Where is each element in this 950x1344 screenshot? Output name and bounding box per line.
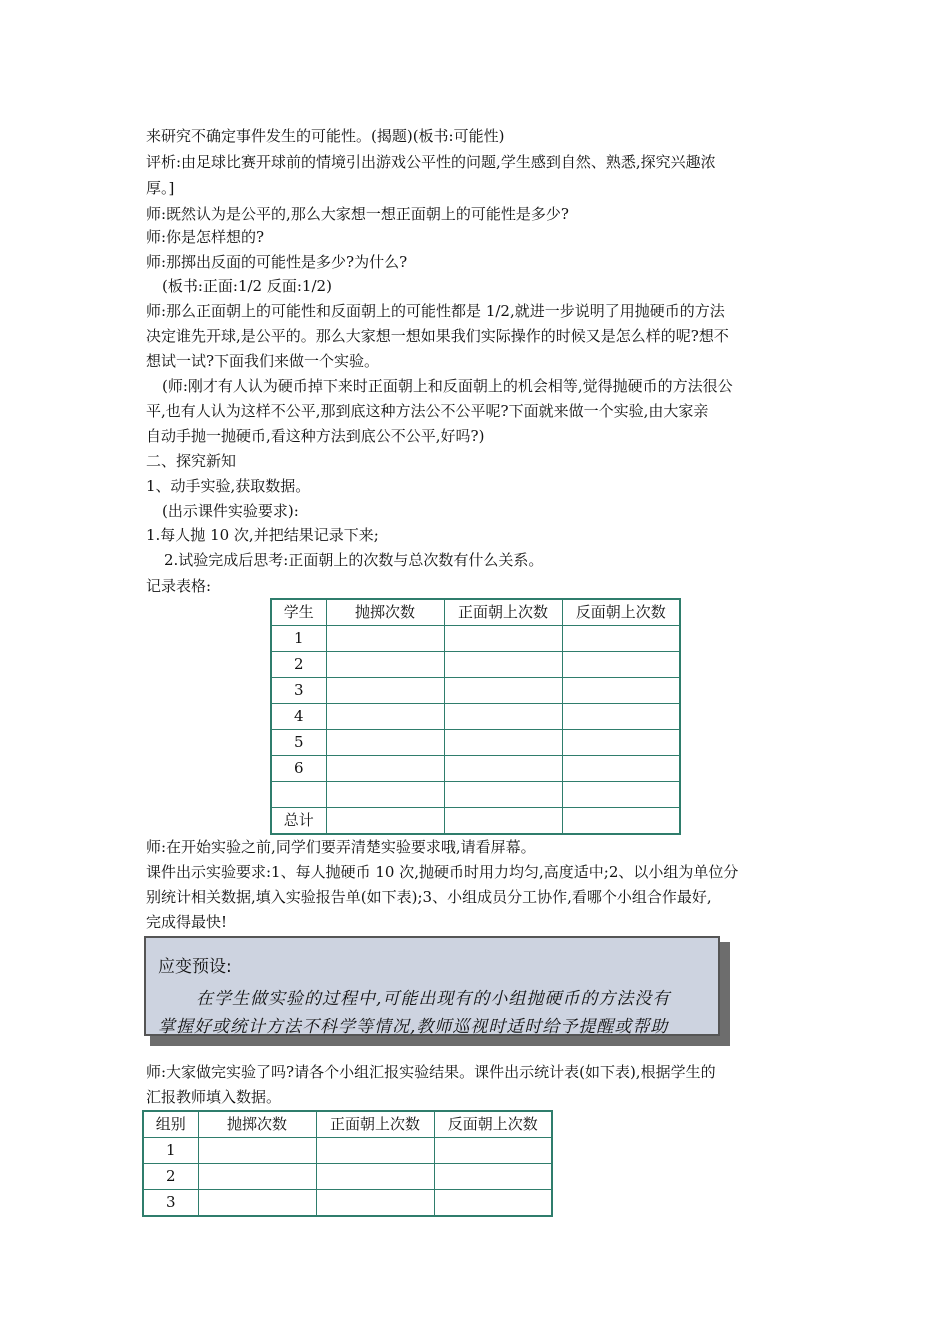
paragraph-line: 自动手抛一抛硬币,看这种方法到底公不公平,好吗?) [146,427,485,445]
table-cell [434,1138,552,1164]
table-row [271,678,680,704]
section-heading: 二、探究新知 [146,452,237,470]
table-cell [198,1164,316,1190]
paragraph-line: 1.每人抛 10 次,并把结果记录下来; [146,526,379,544]
table-cell [562,808,680,835]
table-cell [444,808,562,835]
paragraph-line: 记录表格: [146,577,212,595]
table-cell [444,756,562,782]
table-cell [562,756,680,782]
paragraph-line: (师:刚才有人认为硬币掉下来时正面朝上和反面朝上的机会相等,觉得抛硬币的方法很公 [162,377,733,395]
table-cell [326,782,444,808]
table-cell [562,626,680,652]
table-cell [271,782,326,808]
table-row [271,626,680,652]
table-header-cell: 抛掷次数 [198,1111,316,1138]
paragraph-line: 别统计相关数据,填入实验报告单(如下表);3、小组成员分工协作,看哪个小组合作最好, [146,888,712,906]
table-header-cell: 正面朝上次数 [444,599,562,626]
table-cell: 2 [143,1164,198,1190]
table-header-row [143,1111,552,1138]
table-cell: 1 [143,1138,198,1164]
table-cell [444,678,562,704]
table-cell [316,1164,434,1190]
table-row [271,756,680,782]
paragraph-line: (出示课件实验要求): [162,502,299,520]
table-total-row [271,808,680,835]
group-statistics-table [142,1110,553,1217]
paragraph-line: (板书:正面:1/2 反面:1/2) [162,277,332,295]
table-cell: 4 [271,704,326,730]
paragraph-line: 决定谁先开球,是公平的。那么大家想一想如果我们实际操作的时候又是怎么样的呢?想不 [146,327,729,345]
table-cell [198,1138,316,1164]
table-header-cell: 组别 [143,1111,198,1138]
table-cell: 6 [271,756,326,782]
paragraph-line: 汇报教师填入数据。 [146,1088,282,1106]
table-header-cell: 抛掷次数 [326,599,444,626]
table-cell [562,730,680,756]
table-row [271,730,680,756]
table-cell [434,1190,552,1217]
table-cell [326,678,444,704]
paragraph-line: 1、动手实验,获取数据。 [146,477,311,495]
table-header-cell: 反面朝上次数 [434,1111,552,1138]
paragraph-line: 2.试验完成后思考:正面朝上的次数与总次数有什么关系。 [164,551,544,569]
table-header-cell: 学生 [271,599,326,626]
table-cell [444,730,562,756]
record-table [270,598,681,835]
table-row [271,704,680,730]
table-header-row [271,599,680,626]
table-cell [326,704,444,730]
paragraph-line: 完成得最快! [146,913,228,931]
paragraph-line: 师:既然认为是公平的,那么大家想一想正面朝上的可能性是多少? [146,205,569,223]
table-cell: 总计 [271,808,326,835]
paragraph-line: 师:你是怎样想的? [146,228,265,246]
callout-line: 掌握好或统计方法不科学等情况,教师巡视时适时给予提醒或帮助 [158,1017,669,1037]
table-cell [444,626,562,652]
table-cell: 3 [143,1190,198,1217]
table-cell [326,730,444,756]
table-cell [326,808,444,835]
table-row [143,1190,552,1217]
table-cell [326,652,444,678]
paragraph-line: 师:在开始实验之前,同学们要弄清楚实验要求哦,请看屏幕。 [146,838,536,856]
table-row [143,1164,552,1190]
paragraph-line: 厚。] [146,179,175,197]
table-row [143,1138,552,1164]
table-cell [316,1138,434,1164]
paragraph-line: 课件出示实验要求:1、每人抛硬币 10 次,抛硬币时用力均匀,高度适中;2、以小组为单位分 [146,863,739,881]
table-cell [198,1190,316,1217]
table-cell [562,782,680,808]
paragraph-line: 平,也有人认为这样不公平,那到底这种方法公不公平呢?下面就来做一个实验,由大家亲 [146,402,709,420]
table-cell [316,1190,434,1217]
table-cell [444,782,562,808]
table-cell: 2 [271,652,326,678]
table-cell [326,756,444,782]
paragraph-line: 想试一试?下面我们来做一个实验。 [146,352,380,370]
paragraph-line: 评析:由足球比赛开球前的情境引出游戏公平性的问题,学生感到自然、熟悉,探究兴趣浓 [146,153,716,171]
table-cell [326,626,444,652]
table-cell [562,652,680,678]
table-cell [444,704,562,730]
table-cell [444,652,562,678]
table-row [271,652,680,678]
table-cell [562,704,680,730]
table-cell [434,1164,552,1190]
callout-title: 应变预设: [158,957,232,977]
paragraph-line: 师:那么正面朝上的可能性和反面朝上的可能性都是 1/2,就进一步说明了用抛硬币的方法 [146,302,725,320]
table-header-cell: 正面朝上次数 [316,1111,434,1138]
paragraph-line: 师:大家做完实验了吗?请各个小组汇报实验结果。课件出示统计表(如下表),根据学生的 [146,1063,716,1081]
table-cell: 3 [271,678,326,704]
contingency-callout-box [144,936,720,1036]
table-cell: 5 [271,730,326,756]
table-cell: 1 [271,626,326,652]
callout-line: 在学生做实验的过程中,可能出现有的小组抛硬币的方法没有 [196,989,671,1009]
table-row [271,782,680,808]
table-header-cell: 反面朝上次数 [562,599,680,626]
paragraph-line: 来研究不确定事件发生的可能性。(揭题)(板书:可能性) [146,127,505,145]
paragraph-line: 师:那掷出反面的可能性是多少?为什么? [146,253,408,271]
table-cell [562,678,680,704]
